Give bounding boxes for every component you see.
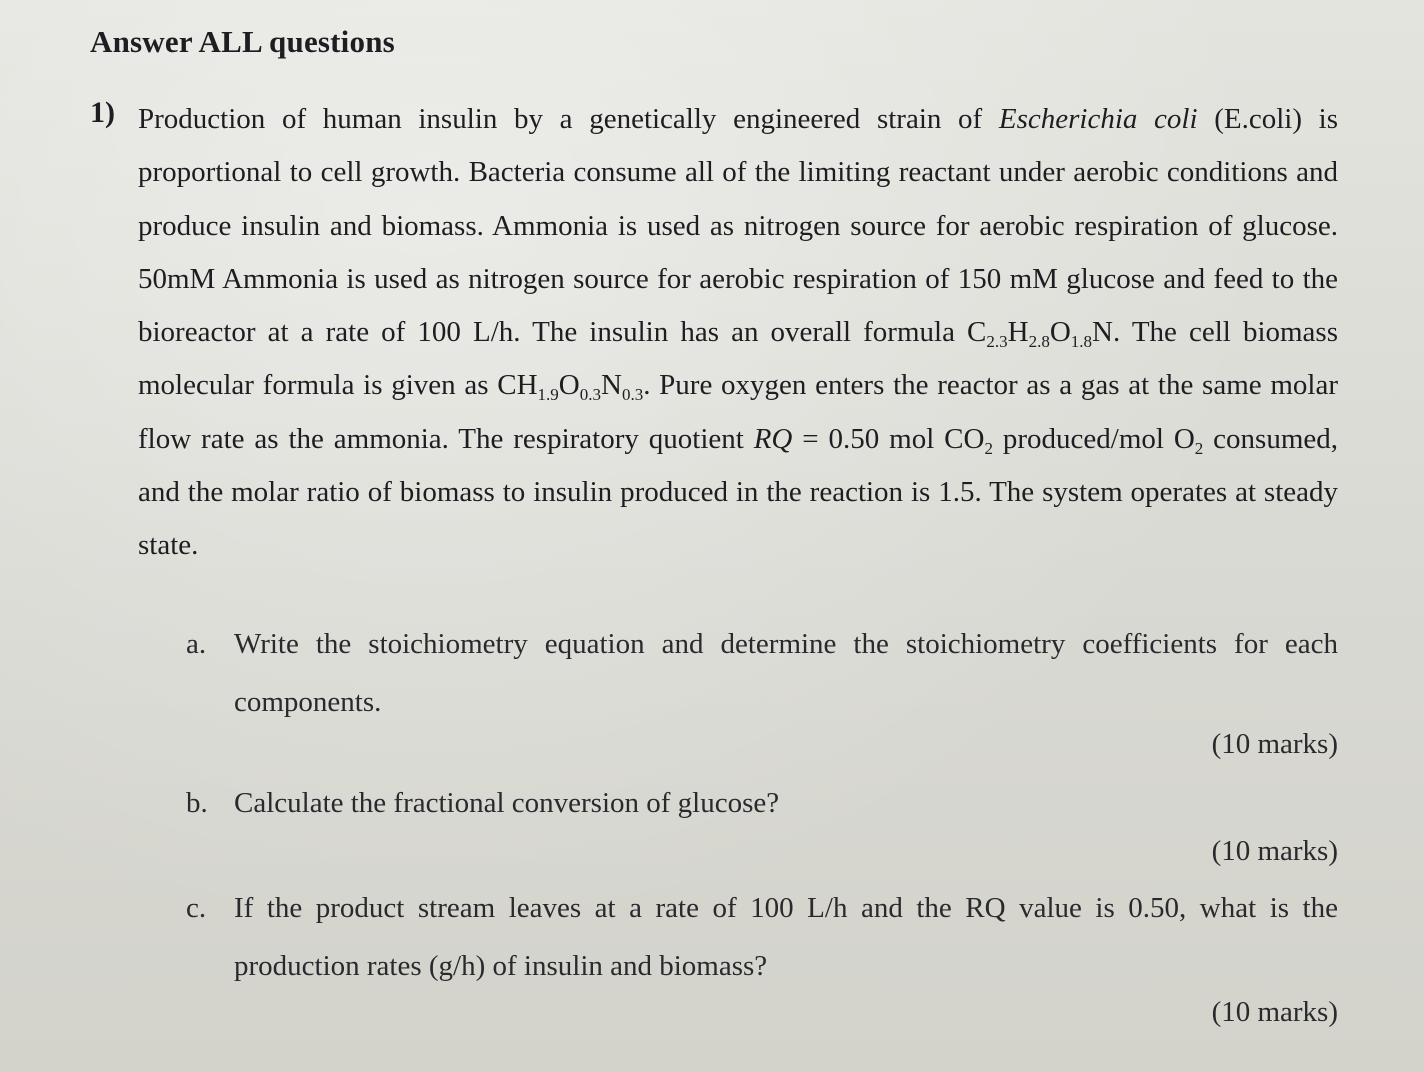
subquestion-a (186, 615, 1338, 731)
insulin-formula-subscript: 2.3 (986, 332, 1008, 352)
subquestion-text: If the product stream leaves at a rate of 100 L/h and the RQ value is 0.50, what is the production rates (g/h) of insulin and biomass? (234, 892, 1338, 982)
question-text-part: = 0.50 mol CO (792, 422, 985, 455)
biomass-formula-element: N (601, 369, 622, 402)
insulin-formula-element: N. (1092, 316, 1121, 349)
insulin-formula-subscript: 1.8 (1070, 332, 1093, 352)
co2-subscript: 2 (984, 438, 993, 458)
insulin-formula-subscript: 2.8 (1028, 332, 1050, 352)
subquestion-letter: c. (186, 892, 207, 924)
insulin-formula-element: H (1007, 316, 1029, 349)
biomass-formula-subscript: 0.3 (579, 385, 601, 405)
subquestion-letter: b. (186, 787, 208, 819)
question-text-part: produced/mol O (992, 422, 1195, 455)
question-text-part: . Pure oxygen enters the reactor as a gas at the same molar flow rate as the ammonia. The respiratory quotient (138, 369, 1338, 455)
question-text-part: The cell biomass molecular formula is given as CH (138, 316, 1339, 402)
subquestion-text: Write the stoichiometry equation and determine the stoichiometry coefficients for each components. (234, 628, 1338, 718)
question-text-part: (E.coli) is proportional to cell growth. Bacteria consume all of the limiting reactant under aerobic conditions and produce insulin and biomass. Ammonia is used as nitrogen source for aerobic respiration of glucose. 50mM Ammonia is used as nitrogen source for aerobic respiration of 150 mM glucose and feed to the bioreactor at a rate of 100 L/h. The insulin has an overall formula C (138, 103, 1338, 349)
marks-label: (10 marks) (1211, 835, 1338, 867)
marks-label: (10 marks) (1211, 728, 1338, 760)
section-heading: Answer ALL questions (90, 24, 395, 59)
subquestion-b (186, 774, 1338, 832)
subquestion-text: Calculate the fractional conversion of glucose? (234, 787, 780, 819)
insulin-formula-element: O (1049, 316, 1071, 349)
marks-label: (10 marks) (1211, 996, 1338, 1028)
subquestion-c (186, 879, 1338, 995)
respiratory-quotient-symbol: RQ (753, 422, 793, 455)
o2-subscript: 2 (1194, 438, 1204, 458)
biomass-formula-element: O (558, 369, 580, 402)
biomass-formula-subscript: 1.9 (537, 385, 559, 405)
question-text (138, 93, 1338, 573)
subquestion-letter: a. (186, 628, 207, 660)
biomass-formula-subscript: 0.3 (621, 385, 644, 405)
question-number: 1) (90, 96, 115, 129)
question-text-part: consumed, and the molar ratio of biomass to insulin produced in the reaction is 1.5. The system operates at steady state. (138, 422, 1338, 562)
question-text-part: Production of human insulin by a genetically engineered strain of (138, 103, 999, 135)
organism-name: Escherichia coli (998, 103, 1198, 135)
